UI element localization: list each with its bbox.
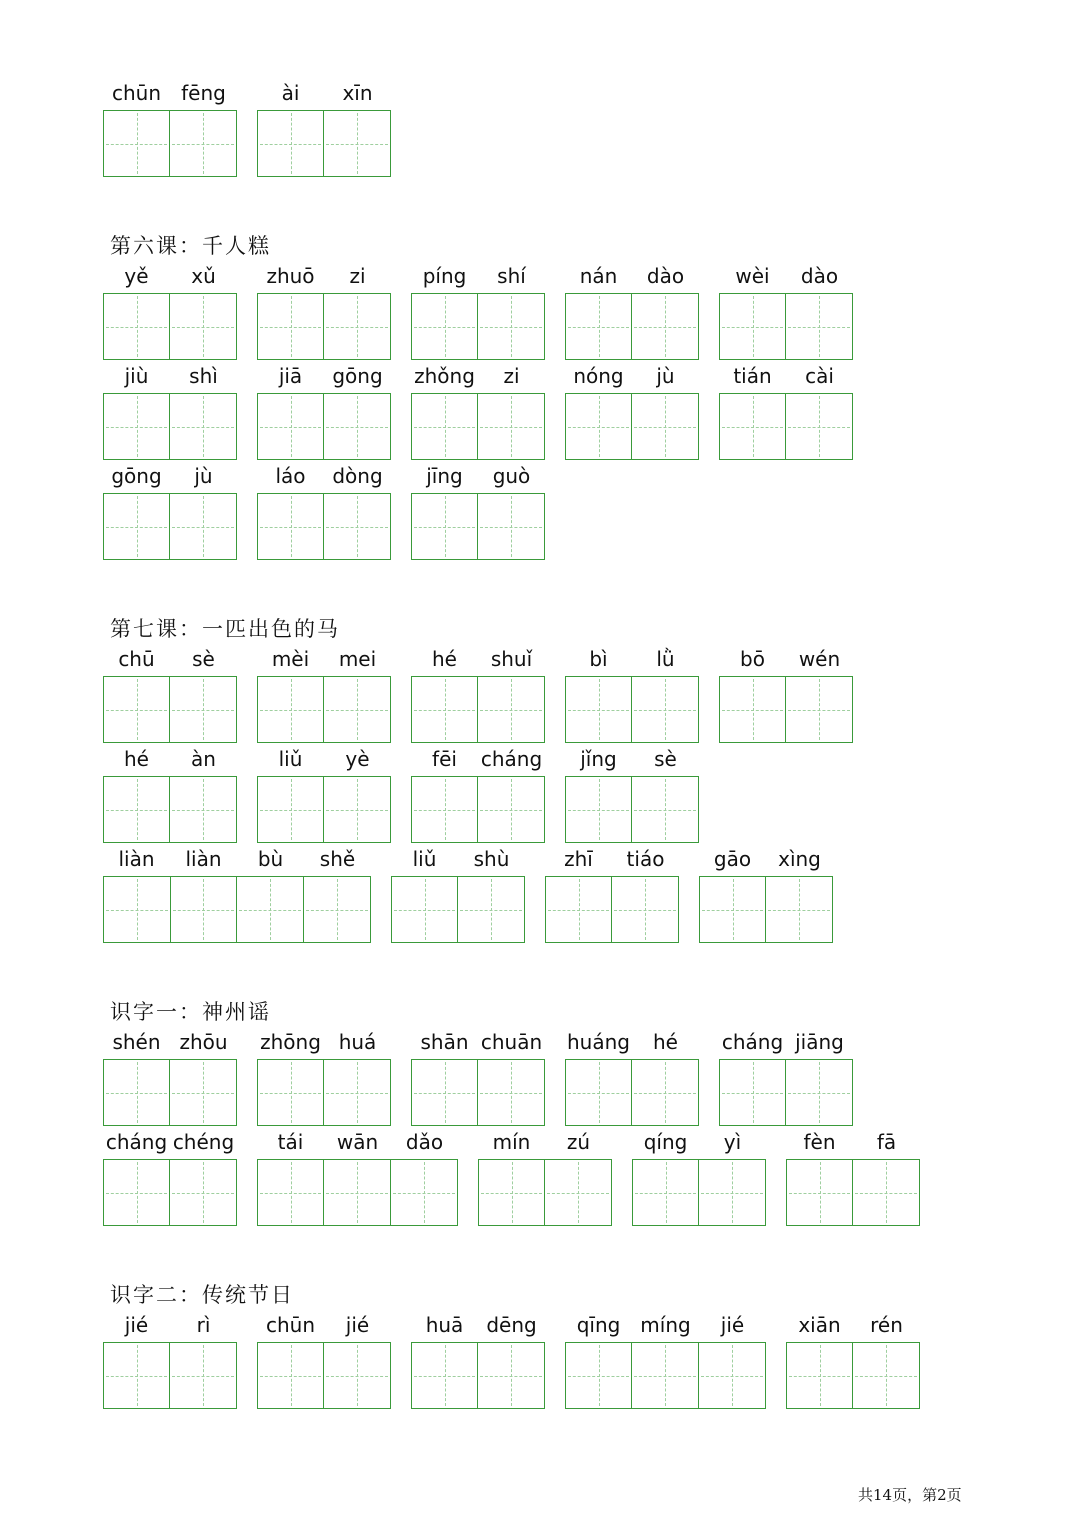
pinyin-label: shù bbox=[473, 847, 510, 871]
tianzige-cell[interactable] bbox=[258, 394, 324, 459]
tianzige-cell[interactable] bbox=[478, 494, 544, 559]
pinyin-label: wān bbox=[336, 1130, 379, 1154]
writing-grid-word[interactable] bbox=[257, 110, 391, 177]
writing-grid-word[interactable] bbox=[257, 493, 391, 560]
tianzige-cell[interactable] bbox=[699, 1343, 765, 1408]
writing-grid-word[interactable] bbox=[719, 293, 853, 360]
pinyin-label: liàn bbox=[118, 847, 155, 871]
writing-grid-word[interactable] bbox=[103, 110, 237, 177]
tianzige-cell[interactable] bbox=[170, 677, 236, 742]
writing-grid-word[interactable] bbox=[786, 1342, 920, 1409]
writing-grid-word[interactable] bbox=[478, 1159, 612, 1226]
tianzige-cell[interactable] bbox=[766, 877, 832, 942]
pinyin-label: wén bbox=[798, 647, 841, 671]
writing-grid-word[interactable] bbox=[411, 676, 545, 743]
pinyin-label: zhōng bbox=[260, 1030, 321, 1054]
tianzige-cell[interactable] bbox=[700, 877, 766, 942]
writing-grid-word[interactable] bbox=[103, 493, 237, 560]
lesson-heading: 识字二：传统节日 bbox=[110, 1283, 294, 1307]
writing-grid-word[interactable] bbox=[565, 1342, 766, 1409]
writing-grid-word[interactable] bbox=[103, 676, 237, 743]
pinyin-label: yè bbox=[345, 747, 370, 771]
tianzige-cell[interactable] bbox=[170, 111, 236, 176]
tianzige-cell[interactable] bbox=[612, 877, 678, 942]
tianzige-cell[interactable] bbox=[546, 877, 612, 942]
pinyin-label: píng bbox=[422, 264, 467, 288]
pinyin-label: rén bbox=[870, 1313, 903, 1337]
pinyin-label: gāo bbox=[713, 847, 752, 871]
writing-grid-word[interactable] bbox=[411, 1342, 545, 1409]
pinyin-label: shān bbox=[420, 1030, 469, 1054]
pinyin-label: jié bbox=[345, 1313, 370, 1337]
pinyin-label: jīng bbox=[426, 464, 463, 488]
pinyin-label: cháng bbox=[721, 1030, 784, 1054]
pinyin-label: nán bbox=[579, 264, 618, 288]
writing-grid-word[interactable] bbox=[719, 393, 853, 460]
pinyin-label: bō bbox=[740, 647, 765, 671]
tianzige-cell[interactable] bbox=[632, 677, 698, 742]
tianzige-cell[interactable] bbox=[170, 1160, 236, 1225]
pinyin-label: tái bbox=[277, 1130, 304, 1154]
pinyin-label: zi bbox=[349, 264, 366, 288]
tianzige-cell[interactable] bbox=[258, 294, 324, 359]
pinyin-label: gōng bbox=[111, 464, 162, 488]
pinyin-label: hé bbox=[124, 747, 149, 771]
pinyin-label: huá bbox=[338, 1030, 377, 1054]
tianzige-cell[interactable] bbox=[324, 394, 390, 459]
pinyin-label: dǎo bbox=[405, 1130, 444, 1154]
tianzige-cell[interactable] bbox=[324, 1060, 390, 1125]
tianzige-cell[interactable] bbox=[170, 1060, 236, 1125]
pinyin-label: xīn bbox=[342, 81, 373, 105]
pinyin-label: cháng bbox=[480, 747, 543, 771]
pinyin-label: tián bbox=[733, 364, 772, 388]
pinyin-label: xǔ bbox=[191, 264, 216, 288]
writing-grid-word[interactable] bbox=[257, 776, 391, 843]
writing-grid-word[interactable] bbox=[699, 876, 833, 943]
tianzige-cell[interactable] bbox=[170, 294, 236, 359]
pinyin-label: chéng bbox=[172, 1130, 235, 1154]
pinyin-label: chū bbox=[118, 647, 155, 671]
tianzige-cell[interactable] bbox=[632, 1060, 698, 1125]
pinyin-label: jiā bbox=[278, 364, 303, 388]
writing-grid-word[interactable] bbox=[257, 1342, 391, 1409]
pinyin-label: mei bbox=[338, 647, 377, 671]
pinyin-label: bù bbox=[257, 847, 284, 871]
pinyin-label: yě bbox=[124, 264, 149, 288]
pinyin-label: fēng bbox=[181, 81, 226, 105]
pinyin-label: zhǒng bbox=[414, 364, 475, 388]
writing-grid-word[interactable] bbox=[411, 776, 545, 843]
pinyin-label: ài bbox=[281, 81, 300, 105]
pinyin-label: liǔ bbox=[278, 747, 303, 771]
pinyin-label: shén bbox=[112, 1030, 161, 1054]
pinyin-label: wèi bbox=[735, 264, 770, 288]
writing-grid-word[interactable] bbox=[565, 676, 699, 743]
tianzige-cell[interactable] bbox=[632, 1343, 698, 1408]
writing-grid-word[interactable] bbox=[411, 393, 545, 460]
tianzige-cell[interactable] bbox=[324, 1160, 390, 1225]
writing-grid-word[interactable] bbox=[103, 1059, 237, 1126]
tianzige-cell[interactable] bbox=[479, 1160, 545, 1225]
tianzige-cell[interactable] bbox=[786, 294, 852, 359]
writing-grid-word[interactable] bbox=[632, 1159, 766, 1226]
tianzige-cell[interactable] bbox=[633, 1160, 699, 1225]
pinyin-label: gōng bbox=[332, 364, 383, 388]
lesson-heading: 第六课：千人糕 bbox=[110, 234, 271, 258]
writing-grid-word[interactable] bbox=[565, 1059, 699, 1126]
tianzige-cell[interactable] bbox=[324, 677, 390, 742]
writing-grid-word[interactable] bbox=[103, 776, 237, 843]
tianzige-cell[interactable] bbox=[104, 777, 170, 842]
pinyin-label: cháng bbox=[105, 1130, 168, 1154]
tianzige-cell[interactable] bbox=[258, 1060, 324, 1125]
tianzige-cell[interactable] bbox=[170, 1343, 236, 1408]
writing-grid-word[interactable] bbox=[719, 676, 853, 743]
tianzige-cell[interactable] bbox=[170, 394, 236, 459]
tianzige-cell[interactable] bbox=[324, 494, 390, 559]
pinyin-label: shě bbox=[319, 847, 356, 871]
lesson-heading: 第七课：一匹出色的马 bbox=[110, 617, 340, 641]
pinyin-label: dào bbox=[800, 264, 839, 288]
pinyin-label: shì bbox=[189, 364, 218, 388]
pinyin-label: qíng bbox=[643, 1130, 688, 1154]
tianzige-cell[interactable] bbox=[632, 294, 698, 359]
pinyin-label: chūn bbox=[265, 1313, 316, 1337]
pinyin-label: dòng bbox=[332, 464, 383, 488]
tianzige-cell[interactable] bbox=[632, 394, 698, 459]
pinyin-label: lǜ bbox=[656, 647, 675, 671]
lesson-heading: 识字一：神州谣 bbox=[110, 1000, 271, 1024]
pinyin-label: zú bbox=[566, 1130, 591, 1154]
tianzige-cell[interactable] bbox=[566, 677, 632, 742]
tianzige-cell[interactable] bbox=[720, 677, 786, 742]
tianzige-cell[interactable] bbox=[104, 111, 170, 176]
pinyin-label: liàn bbox=[185, 847, 222, 871]
pinyin-label: huáng bbox=[567, 1030, 630, 1054]
tianzige-cell[interactable] bbox=[478, 1343, 544, 1408]
pinyin-label: chūn bbox=[111, 81, 162, 105]
pinyin-label: guò bbox=[492, 464, 531, 488]
pinyin-label: dēng bbox=[486, 1313, 537, 1337]
tianzige-cell[interactable] bbox=[170, 777, 236, 842]
writing-grid-word[interactable] bbox=[257, 293, 391, 360]
pinyin-label: zi bbox=[503, 364, 520, 388]
tianzige-cell[interactable] bbox=[170, 494, 236, 559]
tianzige-cell[interactable] bbox=[258, 111, 324, 176]
pinyin-label: fèn bbox=[803, 1130, 836, 1154]
tianzige-cell[interactable] bbox=[545, 1160, 611, 1225]
tianzige-cell[interactable] bbox=[104, 677, 170, 742]
tianzige-cell[interactable] bbox=[412, 777, 478, 842]
pinyin-label: dào bbox=[646, 264, 685, 288]
pinyin-label: láo bbox=[275, 464, 306, 488]
tianzige-cell[interactable] bbox=[478, 394, 544, 459]
pinyin-label: xìng bbox=[778, 847, 821, 871]
tianzige-cell[interactable] bbox=[412, 494, 478, 559]
tianzige-cell[interactable] bbox=[787, 1343, 853, 1408]
pinyin-label: jié bbox=[124, 1313, 149, 1337]
pinyin-label: jié bbox=[720, 1313, 745, 1337]
tianzige-cell[interactable] bbox=[258, 1160, 324, 1225]
tianzige-cell[interactable] bbox=[478, 1060, 544, 1125]
tianzige-cell[interactable] bbox=[566, 1060, 632, 1125]
pinyin-label: zhuō bbox=[266, 264, 315, 288]
pinyin-label: fēi bbox=[432, 747, 457, 771]
tianzige-cell[interactable] bbox=[786, 394, 852, 459]
writing-grid-word[interactable] bbox=[391, 876, 525, 943]
tianzige-cell[interactable] bbox=[566, 1343, 632, 1408]
pinyin-label: xiān bbox=[798, 1313, 841, 1337]
tianzige-cell[interactable] bbox=[104, 294, 170, 359]
tianzige-cell[interactable] bbox=[566, 394, 632, 459]
pinyin-label: jù bbox=[194, 464, 213, 488]
pinyin-label: rì bbox=[196, 1313, 211, 1337]
tianzige-cell[interactable] bbox=[720, 394, 786, 459]
writing-grid-word[interactable] bbox=[103, 1159, 237, 1226]
writing-grid-word[interactable] bbox=[103, 876, 371, 943]
pinyin-label: jǐng bbox=[580, 747, 617, 771]
pinyin-label: chuān bbox=[480, 1030, 543, 1054]
page-footer: 共14页，第2页 bbox=[858, 1486, 962, 1504]
tianzige-cell[interactable] bbox=[392, 877, 458, 942]
pinyin-label: cài bbox=[805, 364, 834, 388]
tianzige-cell[interactable] bbox=[304, 877, 371, 942]
tianzige-cell[interactable] bbox=[853, 1160, 919, 1225]
writing-grid-word[interactable] bbox=[257, 1159, 458, 1226]
tianzige-cell[interactable] bbox=[104, 1160, 170, 1225]
tianzige-cell[interactable] bbox=[478, 677, 544, 742]
tianzige-cell[interactable] bbox=[632, 777, 698, 842]
tianzige-cell[interactable] bbox=[324, 1343, 390, 1408]
writing-grid-word[interactable] bbox=[411, 1059, 545, 1126]
tianzige-cell[interactable] bbox=[566, 777, 632, 842]
tianzige-cell[interactable] bbox=[412, 1343, 478, 1408]
pinyin-label: sè bbox=[192, 647, 215, 671]
tianzige-cell[interactable] bbox=[412, 294, 478, 359]
tianzige-cell[interactable] bbox=[786, 677, 852, 742]
tianzige-cell[interactable] bbox=[412, 677, 478, 742]
pinyin-label: àn bbox=[191, 747, 216, 771]
tianzige-cell[interactable] bbox=[237, 877, 304, 942]
tianzige-cell[interactable] bbox=[412, 1060, 478, 1125]
pinyin-label: shuǐ bbox=[490, 647, 533, 671]
writing-grid-word[interactable] bbox=[565, 393, 699, 460]
tianzige-cell[interactable] bbox=[104, 877, 171, 942]
tianzige-cell[interactable] bbox=[104, 1343, 170, 1408]
pinyin-label: mín bbox=[492, 1130, 531, 1154]
writing-grid-word[interactable] bbox=[257, 676, 391, 743]
tianzige-cell[interactable] bbox=[786, 1060, 852, 1125]
pinyin-label: tiáo bbox=[626, 847, 665, 871]
writing-grid-word[interactable] bbox=[719, 1059, 853, 1126]
tianzige-cell[interactable] bbox=[478, 294, 544, 359]
tianzige-cell[interactable] bbox=[258, 1343, 324, 1408]
writing-grid-word[interactable] bbox=[565, 776, 699, 843]
pinyin-label: shí bbox=[497, 264, 526, 288]
pinyin-label: fā bbox=[876, 1130, 897, 1154]
pinyin-label: sè bbox=[654, 747, 677, 771]
writing-grid-word[interactable] bbox=[786, 1159, 920, 1226]
tianzige-cell[interactable] bbox=[699, 1160, 765, 1225]
pinyin-label: liǔ bbox=[412, 847, 437, 871]
pinyin-label: bì bbox=[589, 647, 608, 671]
tianzige-cell[interactable] bbox=[324, 777, 390, 842]
pinyin-label: míng bbox=[640, 1313, 691, 1337]
tianzige-cell[interactable] bbox=[478, 777, 544, 842]
tianzige-cell[interactable] bbox=[258, 777, 324, 842]
pinyin-label: hé bbox=[653, 1030, 678, 1054]
tianzige-cell[interactable] bbox=[258, 494, 324, 559]
pinyin-label: hé bbox=[432, 647, 457, 671]
pinyin-label: jù bbox=[656, 364, 675, 388]
tianzige-cell[interactable] bbox=[566, 294, 632, 359]
writing-grid-word[interactable] bbox=[411, 493, 545, 560]
tianzige-cell[interactable] bbox=[324, 111, 390, 176]
tianzige-cell[interactable] bbox=[104, 494, 170, 559]
tianzige-cell[interactable] bbox=[171, 877, 238, 942]
pinyin-label: jiù bbox=[124, 364, 149, 388]
tianzige-cell[interactable] bbox=[391, 1160, 457, 1225]
pinyin-label: yì bbox=[723, 1130, 742, 1154]
tianzige-cell[interactable] bbox=[324, 294, 390, 359]
writing-grid-word[interactable] bbox=[565, 293, 699, 360]
writing-grid-word[interactable] bbox=[103, 293, 237, 360]
pinyin-label: nóng bbox=[573, 364, 624, 388]
tianzige-cell[interactable] bbox=[720, 294, 786, 359]
pinyin-label: mèi bbox=[271, 647, 310, 671]
tianzige-cell[interactable] bbox=[458, 877, 524, 942]
pinyin-label: zhōu bbox=[179, 1030, 228, 1054]
tianzige-cell[interactable] bbox=[104, 394, 170, 459]
tianzige-cell[interactable] bbox=[258, 677, 324, 742]
tianzige-cell[interactable] bbox=[412, 394, 478, 459]
tianzige-cell[interactable] bbox=[104, 1060, 170, 1125]
pinyin-label: jiāng bbox=[795, 1030, 844, 1054]
writing-grid-word[interactable] bbox=[545, 876, 679, 943]
tianzige-cell[interactable] bbox=[720, 1060, 786, 1125]
writing-grid-word[interactable] bbox=[103, 1342, 237, 1409]
tianzige-cell[interactable] bbox=[853, 1343, 919, 1408]
tianzige-cell[interactable] bbox=[787, 1160, 853, 1225]
writing-grid-word[interactable] bbox=[103, 393, 237, 460]
pinyin-label: zhī bbox=[564, 847, 593, 871]
writing-grid-word[interactable] bbox=[411, 293, 545, 360]
pinyin-label: qīng bbox=[576, 1313, 621, 1337]
writing-grid-word[interactable] bbox=[257, 393, 391, 460]
writing-grid-word[interactable] bbox=[257, 1059, 391, 1126]
pinyin-label: huā bbox=[425, 1313, 464, 1337]
